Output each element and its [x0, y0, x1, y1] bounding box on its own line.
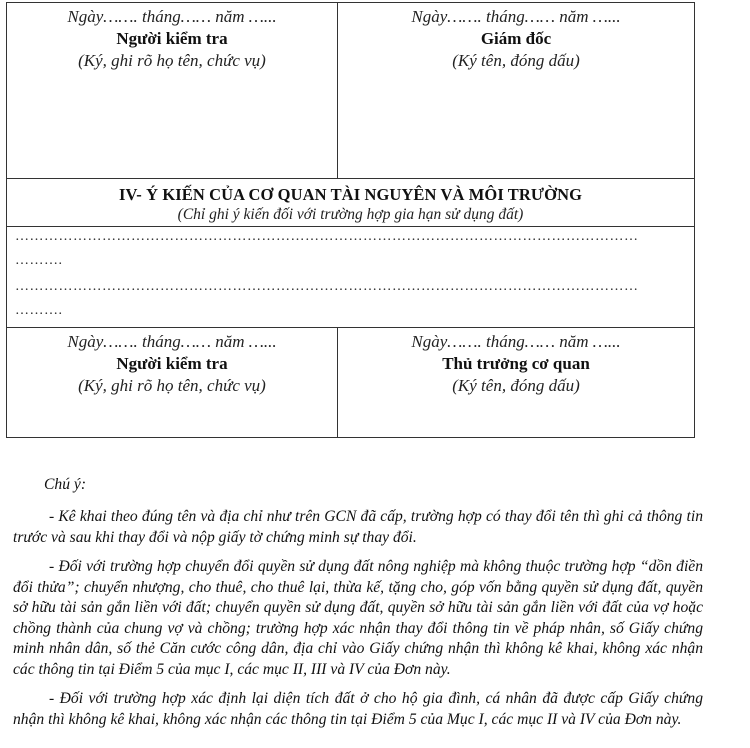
- sign-hint: (Ký tên, đóng dấu): [452, 51, 580, 70]
- top-signature-row: [7, 3, 694, 179]
- opinion-line: …………………………………………………………………………………………………………………: [15, 229, 639, 244]
- agency-head-signature-cell: [338, 328, 694, 437]
- bottom-signature-row: [7, 328, 694, 437]
- note-item: - Kê khai theo đúng tên và địa chỉ như trên GCN đã cấp, trường hợp có thay đổi tên thì ghi cả thông tin trước và sau khi thay đổi và nộp giấy tờ chứng minh sự thay đổi.: [13, 508, 703, 546]
- opinion-area: [7, 227, 694, 328]
- opinion-line: …………………………………………………………………………………………………………………: [15, 279, 639, 294]
- date-line: Ngày……. tháng…… năm …...: [67, 332, 277, 351]
- sign-hint: (Ký, ghi rõ họ tên, chức vụ): [78, 51, 266, 70]
- opinion-line: ……….: [15, 303, 63, 318]
- section-iv-header: [7, 179, 694, 227]
- section-subtitle: (Chỉ ghi ý kiến đối với trường hợp gia hạn sử dụng đất): [177, 206, 524, 223]
- notes-title: Chú ý:: [44, 476, 87, 493]
- sign-hint: (Ký tên, đóng dấu): [452, 376, 580, 395]
- section-title: IV- Ý KIẾN CỦA CƠ QUAN TÀI NGUYÊN VÀ MÔI TRƯỜNG: [118, 185, 583, 204]
- confirmation-form-table: [6, 2, 695, 438]
- note-item: - Đối với trường hợp xác định lại diện tích đất ở cho hộ gia đình, cá nhân đã được cấp Giấy chứng nhận thì không kê khai, không xác nhận các thông tin tại Điểm 5 của Mục I, các mục II và IV của Đơn này.: [13, 690, 703, 728]
- opinion-line: ……….: [15, 253, 63, 268]
- inspector-signature-cell: [7, 328, 338, 437]
- director-signature-cell: [338, 3, 694, 178]
- signer-role: Thủ trưởng cơ quan: [442, 354, 590, 373]
- note-item: - Đối với trường hợp chuyển đổi quyền sử dụng đất nông nghiệp mà không thuộc trường hợp “dồn điền đổi thửa”; chuyển nhượng, cho thuê, cho thuê lại, thừa kế, tặng cho, góp vốn bằng quyền sử dụng đất, quyền sở hữu tài sản gắn liền với đất; chuyển quyền sử dụng đất, quyền sở hữu tài sản gắn liền với đất của vợ hoặc chồng thành của chung vợ và chồng; trường hợp xác nhận thay đổi thông tin về pháp nhân, số Giấy chứng minh nhân dân, số thẻ Căn cước công dân, địa chỉ vào Giấy chứng nhận thì không kê khai, không xác nhận các thông tin tại Điểm 5 của mục I, các mục II, III và IV của Đơn này.: [13, 558, 703, 678]
- notes-section: [13, 507, 703, 730]
- signer-role: Người kiểm tra: [116, 354, 228, 373]
- signer-role: Giám đốc: [480, 29, 552, 48]
- date-line: Ngày……. tháng…… năm …...: [411, 332, 621, 351]
- date-line: Ngày……. tháng…… năm …...: [67, 7, 277, 26]
- sign-hint: (Ký, ghi rõ họ tên, chức vụ): [78, 376, 266, 395]
- inspector-signature-cell: [7, 3, 338, 178]
- date-line: Ngày……. tháng…… năm …...: [411, 7, 621, 26]
- signer-role: Người kiểm tra: [116, 29, 228, 48]
